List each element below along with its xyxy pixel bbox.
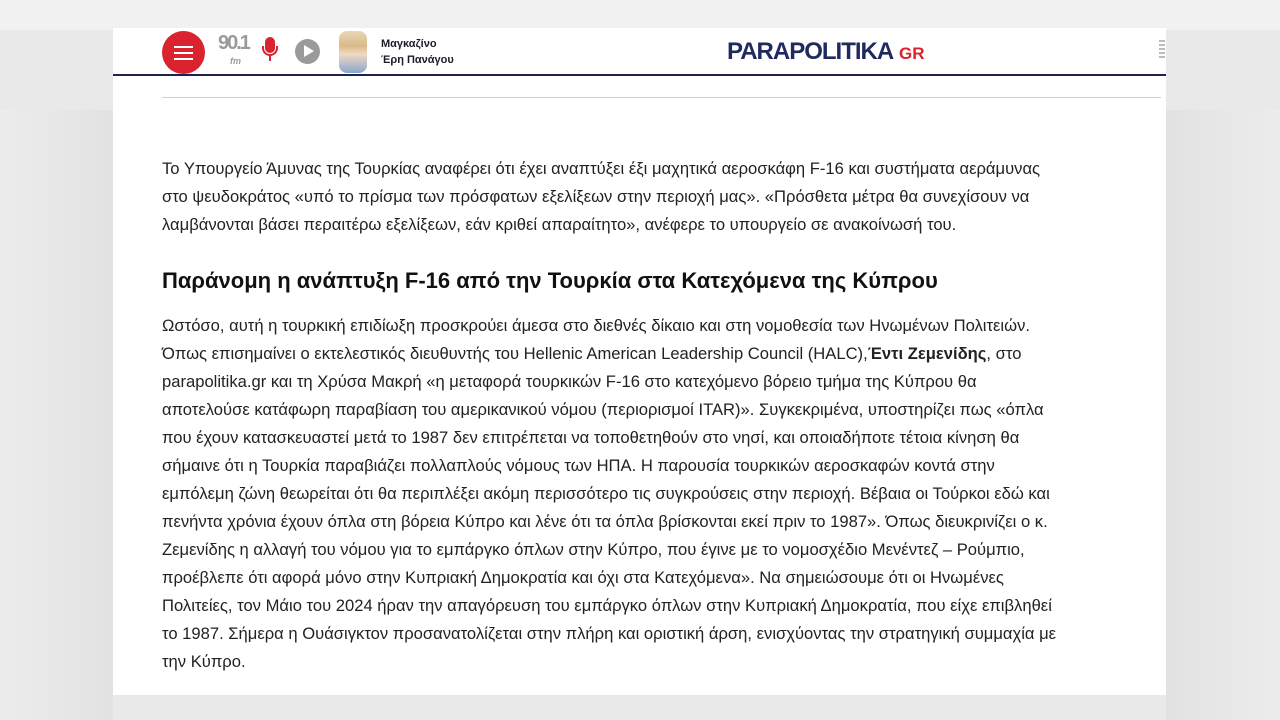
text-line: την Κύπρο. — [162, 652, 246, 671]
text-line: λαμβάνονται βάσει περαιτέρω εξελίξεων, εάν κριθεί απαραίτητο», ανέφερε το υπουργείο σε ανακοίνωσή του. — [162, 215, 957, 234]
logo-gr-suffix: GR — [899, 44, 925, 63]
text-line: προέβλεπε ότι αφορά μόνο στην Κυπριακή Δημοκρατία και όχι στα Κατεχόμενα». Να σημειώσουμε ότι οι Ηνωμένες — [162, 568, 1004, 587]
text-line: πενήντα χρόνια έχουν όπλα στη βόρεια Κύπρο και λένε ότι τα όπλα βρίσκονται εκεί πριν το 1987». Όπως διευκρινίζει ο κ. — [162, 512, 1048, 531]
article-card — [113, 28, 1166, 695]
person-name-bold: Έντι Ζεμενίδης — [867, 344, 987, 363]
text-line: εμπόλεμη ζώνη θεωρείται ότι θα περιπλέξει ακόμη περισσότερο τις συγκρούσεις στην περιοχή. Βέβαια οι Τούρκοι εδώ και — [162, 484, 1050, 503]
blurred-background-bar — [0, 0, 1280, 30]
text-line — [162, 340, 1056, 368]
blurred-background-right — [1166, 110, 1280, 720]
side-label — [1159, 40, 1165, 60]
text-line: σήμαινε ότι η Τουρκία παραβιάζει πολλαπλούς νόμους των ΗΠΑ. Η παρουσία τουρκικών αεροσκαφών κοντά στην — [162, 456, 995, 475]
paragraph-intro — [162, 155, 1040, 239]
radio-frequency-logo[interactable] — [218, 32, 258, 72]
radio-frequency: 90.1 — [218, 32, 249, 54]
text-line: Ζεμενίδης η αλλαγή του νόμου για το εμπάργκο όπλων στην Κύπρο, που έγινε με το νομοσχέδιο Μενέντεζ – Ρούμπιο, — [162, 540, 1025, 559]
radio-unit: fm — [230, 56, 241, 66]
text-line: το 1987. Σήμερα η Ουάσιγκτον προσανατολίζεται στην πλήρη και οριστική άρση, ενισχύοντας την στρατηγική συμμαχία με — [162, 624, 1057, 643]
section-heading: Παράνομη η ανάπτυξη F-16 από την Τουρκία στα Κατεχόμενα της Κύπρου — [162, 268, 938, 293]
paragraph-main — [162, 312, 1056, 676]
text-line: Πολιτείες, τον Μάιο του 2024 ήραν την απαγόρευση του εμπάργκο όπλων στην Κυπριακή Δημοκρατία, που είχε επιβληθεί — [162, 596, 1052, 615]
blurred-background-left — [0, 110, 113, 720]
text-line: αποτελούσε κατάφωρη παραβίαση του αμερικανικού νόμου (περιορισμοί ITAR)». Συγκεκριμένα, υποστηρίζει πως «όπλα — [162, 400, 1044, 419]
text-line: που έχουν κατασκευαστεί μετά το 1987 δεν επιτρέπεται να τοποθετηθούν στο νησί, και οποιαδήποτε τέτοια κίνηση θα — [162, 428, 1020, 447]
divider — [162, 97, 1161, 98]
text-segment: Όπως επισημαίνει ο εκτελεστικός διευθυντής του Hellenic American Leadership Council (HALC), — [162, 344, 868, 363]
now-playing[interactable] — [381, 36, 454, 68]
site-header — [113, 28, 1166, 76]
show-title: Μαγκαζίνο — [381, 38, 437, 50]
text-line: parapolitika.gr και τη Χρύσα Μακρή «η μεταφορά τουρκικών F-16 στο κατεχόμενο βόρειο τμήμα της Κύπρου θα — [162, 372, 977, 391]
host-avatar — [339, 31, 367, 73]
hamburger-menu-button[interactable] — [162, 31, 205, 74]
show-host: Έρη Πανάγου — [381, 54, 454, 66]
text-line: Το Υπουργείο Άμυνας της Τουρκίας αναφέρει ότι έχει αναπτύξει έξι μαχητικά αεροσκάφη F-16 και συστήματα αεράμυνας — [162, 159, 1041, 178]
site-logo[interactable]: PARAPOLITIKA — [727, 38, 894, 65]
text-line: στο ψευδοκράτος «υπό το πρίσμα των πρόσφατων εξελίξεων στην περιοχή μας». «Πρόσθετα μέτρα θα συνεχίσουν να — [162, 187, 1030, 206]
text-segment: , στο — [986, 344, 1022, 363]
text-line: Ωστόσο, αυτή η τουρκική επιδίωξη προσκρούει άμεσα στο διεθνές δίκαιο και στη νομοθεσία των Ηνωμένων Πολιτειών. — [162, 316, 1030, 335]
play-button[interactable] — [295, 39, 320, 64]
